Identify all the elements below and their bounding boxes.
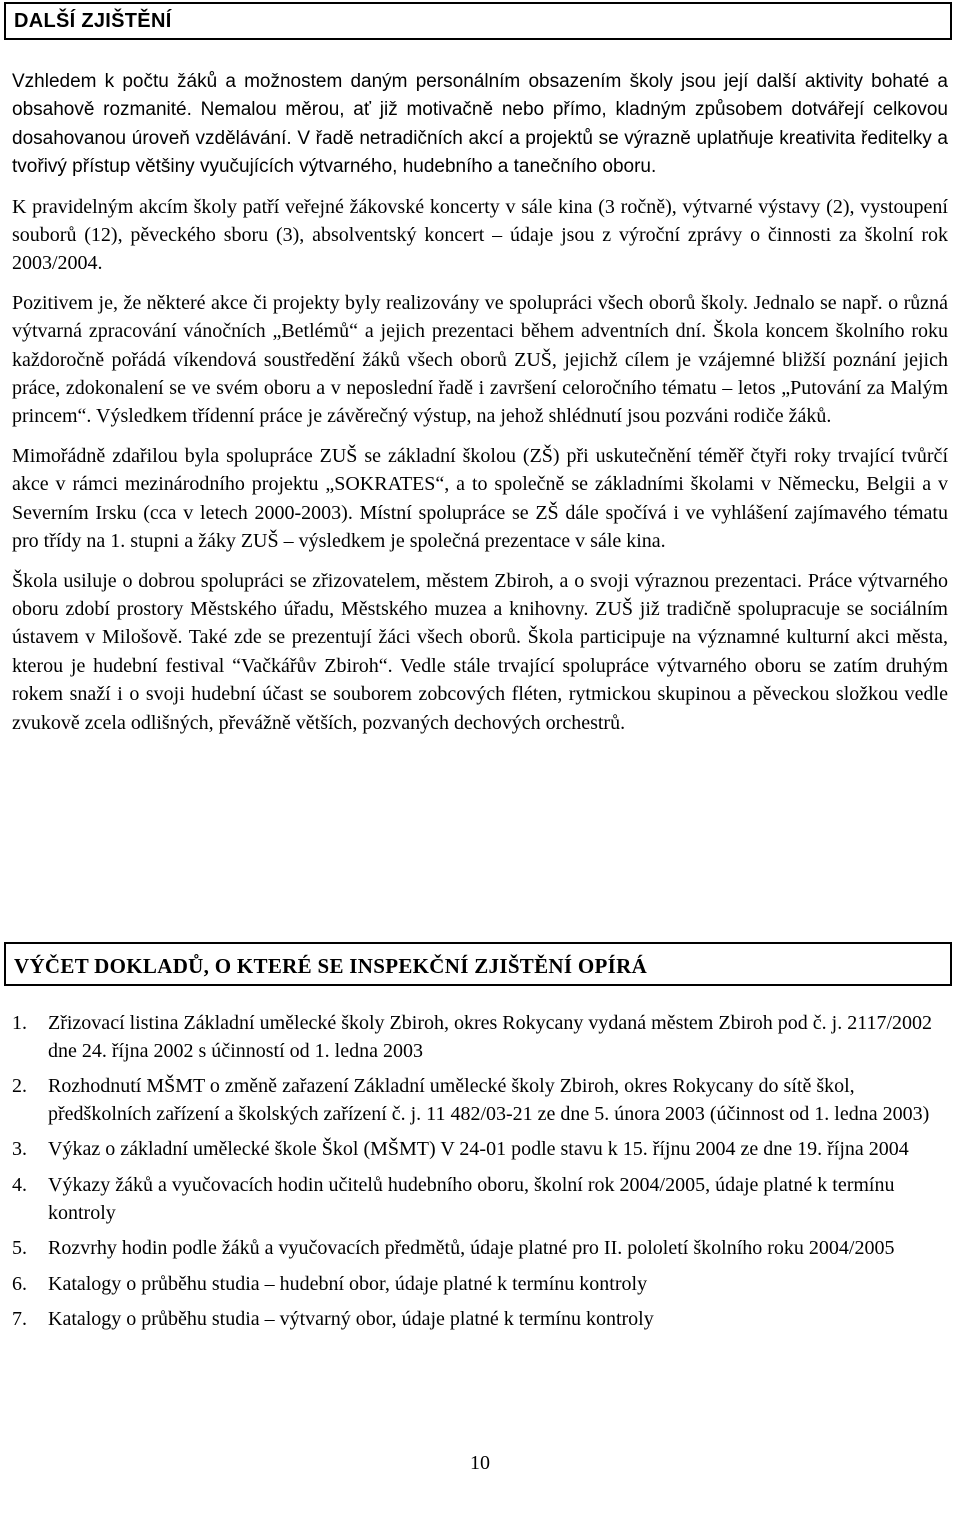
list-item-text: Rozvrhy hodin podle žáků a vyučovacích předmětů, údaje platné pro II. pololetí školního roku 2004/2005 [48,1237,895,1260]
list-item-text: Rozhodnutí MŠMT o změně zařazení Základní umělecké školy Zbiroh, okres Rokycany do sítě škol, předškolních zařízení a školských zařízení č. j. 11 482/03-21 ze dne 5. února 2003 (účinnost od 1. ledna 2003) [48,1075,930,1125]
page-number: 10 [470,1452,490,1474]
paragraph-sokrates-project: Mimořádně zdařilou byla spolupráce ZUŠ se základní školou (ZŠ) při uskutečnění téměř čtyři roky trvající tvůrčí akce v rámci mezinárodního projektu „SOKRATES“, a to společně se základními školami v Německu, Belgii a v Severním Irsku (cca v letech 2000-2003). Místní spolupráce se ZŠ dále spočívá i ve vyhlášení zajímavého tématu pro třídy na 1. stupni a žáky ZUŠ – výsledkem je společná prezentace v sále kina. [12,444,948,553]
list-item-text: Výkazy žáků a vyučovacích hodin učitelů hudebního oboru, školní rok 2004/2005, údaje platné k termínu kontroly [48,1173,895,1224]
section-heading-vycet-dokladu: VÝČET DOKLADŮ, O KTERÉ SE INSPEKČNÍ ZJIŠTĚNÍ OPÍRÁ [4,942,952,986]
paragraph-activities: Vzhledem k počtu žáků a možnostem daným personálním obsazením školy jsou její další aktivity bohaté a obsahově rozmanité. Nemalou měrou, ať již motivačně nebo přímo, kladným způsobem dotvářejí celkovou dosahovanou úroveň vzdělávání. V řadě netradičních akcí a projektů se výrazně uplatňuje kreativita ředitelky a tvořivý přístup většiny vyučujících výtvarného, hudebního a tanečního oboru. [12,71,948,178]
list-item [12,1271,948,1299]
list-item-number: 6. [12,1272,27,1295]
list-item [12,1073,948,1128]
list-item-text: Výkaz o základní umělecké škole Škol (MŠMT) V 24-01 podle stavu k 15. říjnu 2004 ze dne 19. října 2004 [48,1138,909,1161]
paragraph-cooperation-branches: Pozitivem je, že některé akce či projekty byly realizovány ve spolupráci všech oborů školy. Jednalo se např. o různá výtvarná zpracování vánočních „Betlémů“ a jejich prezentaci během adventních dní. Škola koncem školního roku každoročně pořádá víkendová soustředění žáků všech oborů ZUŠ, jejichž cílem je vzájemné bližší poznání jejich práce, zdokonalení se ve svém oboru a v neposlední řadě i završení celoročního tématu – letos „Putování za Malým princem“. Výsledkem třídenní práce je závěrečný výstup, na jehož shlédnutí jsou pozváni rodiče žáků. [12,291,948,428]
list-item-text: Zřizovací listina Základní umělecké školy Zbiroh, okres Rokycany vydaná městem Zbiroh pod č. j. 2117/2002 dne 24. října 2002 s účinností od 1. ledna 2003 [48,1012,933,1062]
documents-list [12,1010,948,1342]
list-item-text: Katalogy o průběhu studia – výtvarný obor, údaje platné k termínu kontroly [48,1308,654,1331]
list-item-number: 5. [12,1237,27,1260]
list-item-number: 7. [12,1308,27,1331]
list-item [12,1172,948,1227]
paragraph-town-cooperation: Škola usiluje o dobrou spolupráci se zřizovatelem, městem Zbiroh, a o svoji výraznou prezentaci. Práce výtvarného oboru zdobí prostory Městského úřadu, Městského muzea a knihovny. ZUŠ již tradičně spolupracuje se sociálním ústavem v Milošově. Také zde se prezentují žáci všech oborů. Škola participuje na významné kulturní akci města, kterou je hudební festival “Vačkářův Zbiroh“. Vedle stále trvající spolupráce výtvarného oboru se zatím druhým rokem snaží i o svoji hudební účast se souborem zobcových fléten, rytmickou skupinou a pěveckou složkou vedle zvukově zcela odlišných, převážně větších, pozvaných dechových orchestrů. [12,569,948,734]
list-item-number: 1. [12,1012,27,1034]
list-item [12,1306,948,1334]
list-item [12,1136,948,1164]
list-item-number: 3. [12,1138,27,1161]
list-item-number: 4. [12,1173,27,1196]
list-item-text: Katalogy o průběhu studia – hudební obor, údaje platné k termínu kontroly [48,1272,648,1295]
paragraph-regular-events: K pravidelným akcím školy patří veřejné žákovské koncerty v sále kina (3 ročně), výtvarné výstavy (2), vystoupení souborů (12), pěveckého sboru (3), absolventský koncert – údaje jsou z výroční zprávy o činnosti za školní rok 2003/2004. [12,195,948,275]
list-item [12,1010,948,1065]
list-item [12,1235,948,1263]
section-body-dalsi-zjisteni [12,68,948,748]
section-heading-dalsi-zjisteni: DALŠÍ ZJIŠTĚNÍ [4,2,952,40]
list-item-number: 2. [12,1075,27,1098]
